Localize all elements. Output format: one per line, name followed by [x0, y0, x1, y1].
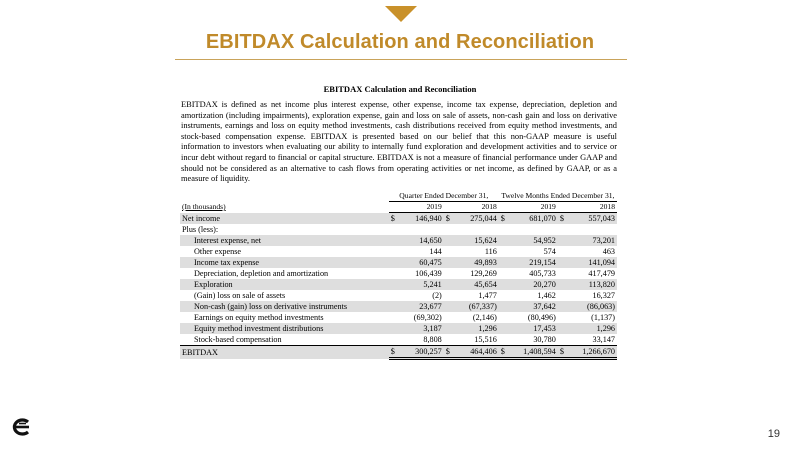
value-cell: 60,475: [399, 257, 444, 268]
value-cell: 116: [484, 247, 497, 256]
value-cell: 144: [429, 247, 442, 256]
currency-symbol: [444, 268, 454, 279]
currency-symbol: [444, 235, 454, 246]
currency-symbol: [444, 246, 454, 257]
currency-symbol: [499, 235, 509, 246]
value-cell: 300,257: [399, 346, 444, 359]
currency-symbol: [558, 279, 568, 290]
value-cell: [399, 224, 444, 235]
currency-symbol: [558, 246, 568, 257]
currency-symbol: [499, 312, 509, 323]
row-label: Stock-based compensation: [194, 335, 282, 344]
group-header-twelve-months: Twelve Months Ended December 31,: [499, 190, 617, 202]
value-cell: 557,043: [568, 213, 617, 225]
units-label: (In thousands): [182, 202, 226, 211]
page-number: 19: [767, 428, 780, 440]
currency-symbol: [558, 257, 568, 268]
row-label: Depreciation, depletion and amortization: [194, 269, 329, 278]
row-label: Earnings on equity method investments: [194, 313, 324, 322]
currency-symbol: [558, 224, 568, 235]
row-label: Income tax expense: [180, 257, 389, 268]
value-cell: 20,270: [509, 279, 558, 290]
currency-symbol: [444, 312, 454, 323]
currency-symbol: [389, 268, 399, 279]
value-cell: [509, 224, 558, 235]
value-cell: 8,808: [423, 335, 442, 344]
document-heading: EBITDAX Calculation and Reconciliation: [323, 84, 477, 94]
title-divider: [175, 59, 627, 60]
ebitdax-table: [180, 190, 617, 360]
group-header-quarter: Quarter Ended December 31,: [389, 190, 499, 202]
table-row: [180, 312, 617, 323]
value-cell: 113,820: [568, 279, 617, 290]
currency-symbol: $: [499, 346, 509, 359]
currency-symbol: [444, 279, 454, 290]
currency-symbol: [558, 334, 568, 346]
currency-symbol: $: [558, 213, 568, 225]
table-row: [180, 301, 617, 312]
year-header-row: [180, 202, 617, 213]
value-cell: (69,302): [413, 313, 442, 322]
value-cell: 23,677: [399, 301, 444, 312]
currency-symbol: $: [558, 346, 568, 359]
table-row: [180, 334, 617, 346]
value-cell: 1,408,594: [509, 346, 558, 359]
row-label: Other expense: [194, 247, 242, 256]
total-label: EBITDAX: [180, 346, 389, 359]
currency-symbol: [389, 224, 399, 235]
slide-title: EBITDAX Calculation and Reconciliation: [205, 31, 595, 53]
group-header-row: [180, 190, 617, 202]
currency-symbol: $: [444, 346, 454, 359]
value-cell: [568, 224, 617, 235]
value-cell: (2,146): [472, 313, 497, 322]
currency-symbol: $: [389, 213, 399, 225]
value-cell: 45,654: [454, 279, 499, 290]
value-cell: 16,327: [592, 291, 615, 300]
value-cell: 1,477: [478, 291, 497, 300]
value-cell: 463: [602, 247, 615, 256]
table-row: [180, 213, 617, 225]
value-cell: (2): [432, 291, 442, 300]
currency-symbol: [389, 235, 399, 246]
row-label: Plus (less):: [182, 225, 219, 234]
value-cell: 141,094: [568, 257, 617, 268]
definition-paragraph: EBITDAX is defined as net income plus interest expense, other expense, income tax expense, depreciation, depletion and amortization (including impairments), exploration expense, gain and loss on sale of assets, non-cash gain and loss on derivative instruments, earnings and loss on equity method investments, cash distributions received from equity method investments, and stock-based compensation expense. EBITDAX is presented based on our belief that this non-GAAP measure is useful information to investors when evaluating our ability to internally fund exploration and development activities and to service or incur debt without regard to financial or capital structure. EBITDAX is not a measure of financial performance under GAAP and should not be considered as an alternative to cash flows from operating activities or net income, as defined by GAAP, or as a measure of liquidity.: [181, 100, 617, 184]
table-row: [180, 246, 617, 257]
value-cell: 33,147: [592, 335, 615, 344]
currency-symbol: [389, 323, 399, 334]
currency-symbol: $: [444, 213, 454, 225]
currency-symbol: [444, 323, 454, 334]
value-cell: (80,496): [527, 313, 556, 322]
currency-symbol: [389, 257, 399, 268]
row-label: Net income: [180, 213, 389, 225]
currency-symbol: [558, 323, 568, 334]
currency-symbol: [499, 290, 509, 301]
table-row: [180, 235, 617, 246]
currency-symbol: [499, 224, 509, 235]
value-cell: 54,952: [509, 235, 558, 246]
value-cell: 146,940: [399, 213, 444, 225]
value-cell: 417,479: [588, 269, 615, 278]
currency-symbol: [499, 268, 509, 279]
table-row: [180, 279, 617, 290]
currency-symbol: [499, 334, 509, 346]
currency-symbol: [444, 224, 454, 235]
year-header: 2018: [558, 202, 617, 213]
value-cell: 464,406: [454, 346, 499, 359]
value-cell: 49,893: [454, 257, 499, 268]
value-cell: 1,462: [537, 291, 556, 300]
value-cell: [454, 224, 499, 235]
currency-symbol: [499, 301, 509, 312]
row-label: Equity method investment distributions: [180, 323, 389, 334]
row-label: Exploration: [180, 279, 389, 290]
value-cell: 15,624: [454, 235, 499, 246]
currency-symbol: [499, 257, 509, 268]
total-row: [180, 346, 617, 359]
value-cell: 1,296: [454, 323, 499, 334]
currency-symbol: [389, 290, 399, 301]
value-cell: 3,187: [399, 323, 444, 334]
currency-symbol: [389, 301, 399, 312]
value-cell: 574: [543, 247, 556, 256]
value-cell: 15,516: [474, 335, 497, 344]
currency-symbol: [558, 268, 568, 279]
value-cell: 73,201: [568, 235, 617, 246]
row-label: (Gain) loss on sale of assets: [194, 291, 286, 300]
down-triangle-icon: [385, 6, 417, 22]
year-header: 2019: [389, 202, 444, 213]
currency-symbol: [444, 334, 454, 346]
currency-symbol: [389, 246, 399, 257]
table-row: [180, 268, 617, 279]
currency-symbol: [558, 301, 568, 312]
currency-symbol: [444, 290, 454, 301]
currency-symbol: [558, 312, 568, 323]
currency-symbol: [444, 257, 454, 268]
table-row: [180, 257, 617, 268]
currency-symbol: [389, 279, 399, 290]
value-cell: 106,439: [415, 269, 442, 278]
currency-symbol: [499, 279, 509, 290]
value-cell: 5,241: [399, 279, 444, 290]
value-cell: 219,154: [509, 257, 558, 268]
currency-symbol: [499, 246, 509, 257]
value-cell: 405,733: [529, 269, 556, 278]
row-label: Interest expense, net: [180, 235, 389, 246]
currency-symbol: $: [499, 213, 509, 225]
table-row: [180, 290, 617, 301]
table-row: [180, 224, 617, 235]
currency-symbol: [558, 235, 568, 246]
value-cell: (86,063): [568, 301, 617, 312]
year-header: 2019: [499, 202, 558, 213]
currency-symbol: [389, 312, 399, 323]
row-label: Non-cash (gain) loss on derivative instruments: [180, 301, 389, 312]
value-cell: 37,642: [509, 301, 558, 312]
year-header: 2018: [444, 202, 499, 213]
value-cell: 17,453: [509, 323, 558, 334]
value-cell: 681,070: [509, 213, 558, 225]
currency-symbol: [499, 323, 509, 334]
table-row: [180, 323, 617, 334]
currency-symbol: [558, 290, 568, 301]
currency-symbol: [389, 334, 399, 346]
value-cell: 275,044: [454, 213, 499, 225]
currency-symbol: $: [389, 346, 399, 359]
value-cell: 14,650: [399, 235, 444, 246]
value-cell: (1,137): [591, 313, 615, 322]
value-cell: 1,296: [568, 323, 617, 334]
value-cell: 129,269: [470, 269, 497, 278]
company-logo-icon: [9, 418, 31, 436]
value-cell: 30,780: [533, 335, 556, 344]
table-body: [180, 213, 617, 359]
value-cell: (67,337): [454, 301, 499, 312]
value-cell: 1,266,670: [568, 346, 617, 359]
currency-symbol: [444, 301, 454, 312]
